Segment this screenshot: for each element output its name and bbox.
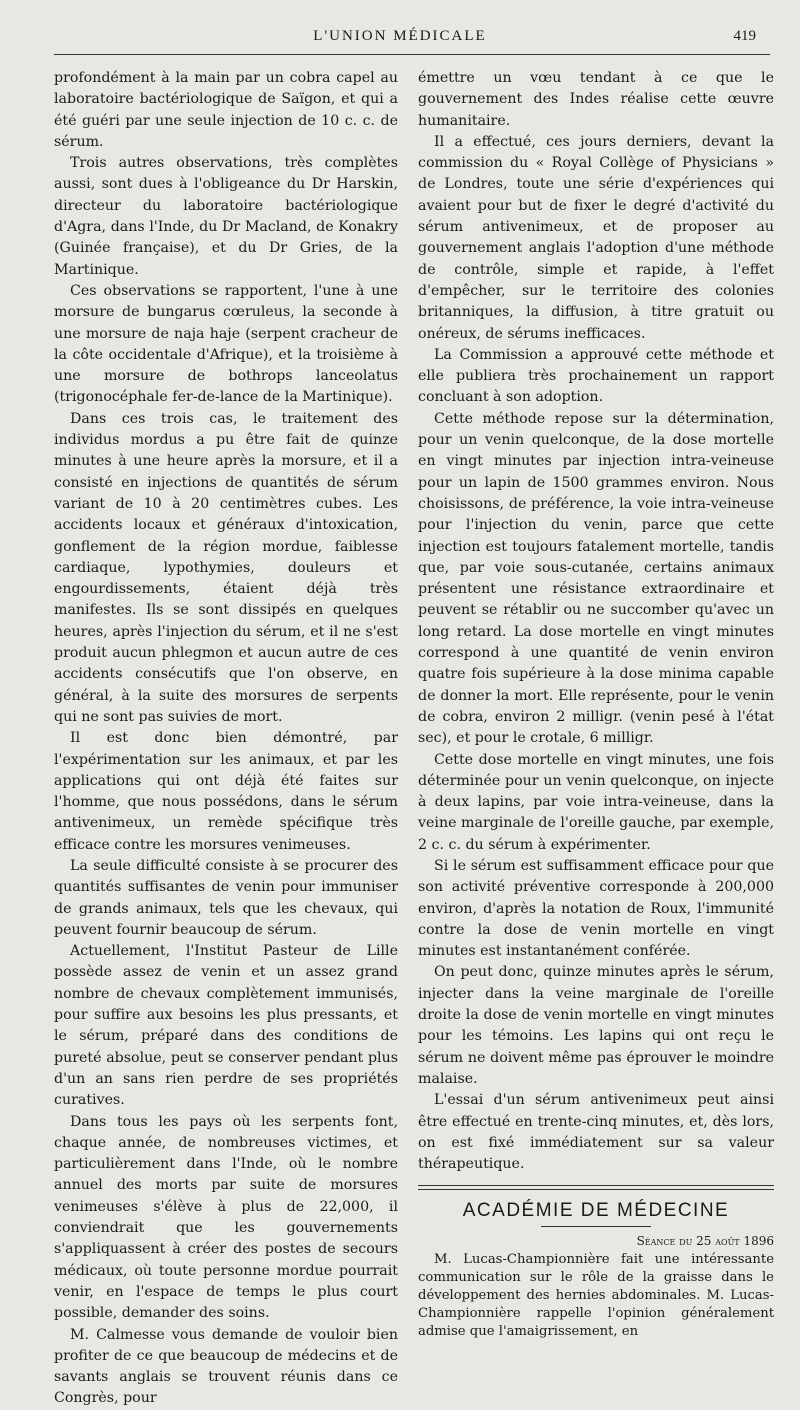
paragraph: Cette dose mortelle en vingt minutes, une fois déterminée pour un venin quelconque, on injecte à deux lapins, par voie intra-veineuse, dans la veine marginale de l'oreille gauche, par exemple, 2 c. c. du sérum à expérimenter. (418, 751, 774, 853)
paragraph: M. Lucas-Championnière fait une intéressante communication sur le rôle de la graisse dans le développement des hernies abdominales. M. Lucas-Championnière rappelle l'opinion généralement admise que l'amaigrissement, en (418, 1252, 774, 1340)
paragraph: Il a effectué, ces jours derniers, devant la commission du « Royal Collège of Physicians » de Londres, toute une série d'expériences qui avaient pour but de fixer le degré d'activité du sérum antivenimeux, et de proposer au gouvernement anglais l'adoption d'une méthode de contrôle, simple et rapide, à l'effet d'empêcher, sur le territoire des colonies britanniques, la diffusion, à titre gratuit ou onéreux, de sérums inefficaces. (418, 133, 774, 342)
right-column (418, 68, 774, 1340)
paragraph: La seule difficulté consiste à se procurer des quantités suffisantes de venin pour immuniser de grands animaux, tels que les chevaux, qui peuvent fournir beaucoup de sérum. (54, 857, 398, 938)
section-divider (418, 1185, 774, 1190)
paragraph: La Commission a approuvé cette méthode et elle publiera très prochainement un rapport concluant à son adoption. (418, 346, 774, 406)
paragraph: profondément à la main par un cobra capel au laboratoire bactériologique de Saïgon, et qui a été guéri par une seule injection de 10 c. c. de sérum. (54, 70, 398, 150)
paragraph: Actuellement, l'Institut Pasteur de Lille possède assez de venin et un assez grand nombre de chevaux complètement immunisés, pour suffire aux besoins les plus pressants, et le sérum, préparé dans des conditions de pureté absolue, peut se conserver pendant plus d'un an sans rien perdre de ses propriétés curatives. (54, 943, 398, 1109)
section-title: ACADÉMIE DE MÉDECINE (462, 1200, 730, 1222)
page-number: 419 (733, 28, 756, 44)
paragraph: L'essai d'un sérum antivenimeux peut ainsi être effectué en trente-cinq minutes, et, dès lors, on est fixé immédiatement sur sa valeur thérapeutique. (418, 1092, 774, 1173)
paragraph: Ces observations se rapportent, l'une à une morsure de bungarus cœruleus, la seconde à une morsure de naja haje (serpent cracheur de la côte occidentale d'Afrique), et la troisième à une morsure de bothrops lanceolatus (trigonocéphale fer-de-lance de la Martinique). (54, 282, 398, 406)
paragraph: Il est donc bien démontré, par l'expérimentation sur les animaux, et par les applications qui ont déjà été faites sur l'homme, que nous possédons, dans le sérum antivenimeux, un remède spécifique très efficace contre les morsures venimeuses. (54, 730, 398, 853)
paragraph: Dans tous les pays où les serpents font, chaque année, de nombreuses victimes, et particulièrement dans l'Inde, où le nombre annuel des morts par suite de morsures venimeuses s'élève à plus de 22,000, il conviendrait que les gouvernements s'appliquassent à créer des postes de secours médicaux, où toute personne mordue pourrait venir, en l'espace de temps le plus court possible, demander des soins. (54, 1113, 398, 1322)
paragraph: Trois autres observations, très complètes aussi, sont dues à l'obligeance du Dr Harskin, directeur du laboratoire bactériologique d'Agra, dans l'Inde, du Dr Macland, de Konakry (Guinée française), et du Dr Gries, de la Martinique. (54, 155, 398, 278)
left-column (54, 68, 398, 1407)
paragraph: Dans ces trois cas, le traitement des individus mordus a pu être fait de quinze minutes à une heure après la morsure, et il a consisté en injections de quantités de sérum variant de 10 à 20 centimètres cubes. Les accidents locaux et généraux d'intoxication, gonflement de la région mordue, faiblesse cardiaque, lypothymies, douleurs et engourdissements, étaient déjà très manifestes. Ils se sont dissipés en quelques heures, après l'injection du sérum, et il ne s'est produit aucun phlegmon et aucun autre de ces accidents consécutifs que l'on observe, en général, à la suite des morsures de serpents qui ne sont pas suivies de mort. (54, 410, 398, 725)
title-underline (541, 1226, 651, 1227)
header-rule (54, 54, 770, 55)
running-head (0, 24, 800, 48)
session-date: Séance du 25 août 1896 (636, 1234, 774, 1249)
paragraph: émettre un vœu tendant à ce que le gouvernement des Indes réalise cette œuvre humanitaire. (418, 70, 774, 129)
journal-title: L'UNION MÉDICALE (313, 28, 487, 44)
paragraph: M. Calmesse vous demande de vouloir bien profiter de ce que beaucoup de médecins et de savants anglais se trouvent réunis dans ce Congrès, pour (54, 1326, 398, 1407)
paragraph: Cette méthode repose sur la détermination, pour un venin quelconque, de la dose mortelle en vingt minutes par injection intra-veineuse pour un lapin de 1500 grammes environ. Nous choisissons, de préférence, la voie intra-veineuse pour l'injection du venin, parce que cette injection est toujours fatalement mortelle, tandis que, par voie sous-cutanée, certains animaux présentent une résistance extraordinaire et peuvent se rétablir ou ne succomber qu'avec un long retard. La dose mortelle en vingt minutes correspond à une quantité de venin environ quatre fois supérieure à la dose minima capable de donner la mort. Elle représente, pour le venin de cobra, environ 2 milligr. (venin pesé à l'état sec), et pour le crotale, 6 milligr. (418, 410, 774, 747)
paragraph: Si le sérum est suffisamment efficace pour que son activité préventive corresponde à 200,000 environ, d'après la notation de Roux, l'immunité contre la dose de venin mortelle en vingt minutes est instantanément conférée. (418, 857, 774, 960)
paragraph: On peut donc, quinze minutes après le sérum, injecter dans la veine marginale de l'oreille droite la dose de venin mortelle en vingt minutes pour les témoins. Les lapins qui ont reçu le sérum ne doivent même pas éprouver le moindre malaise. (418, 964, 774, 1087)
